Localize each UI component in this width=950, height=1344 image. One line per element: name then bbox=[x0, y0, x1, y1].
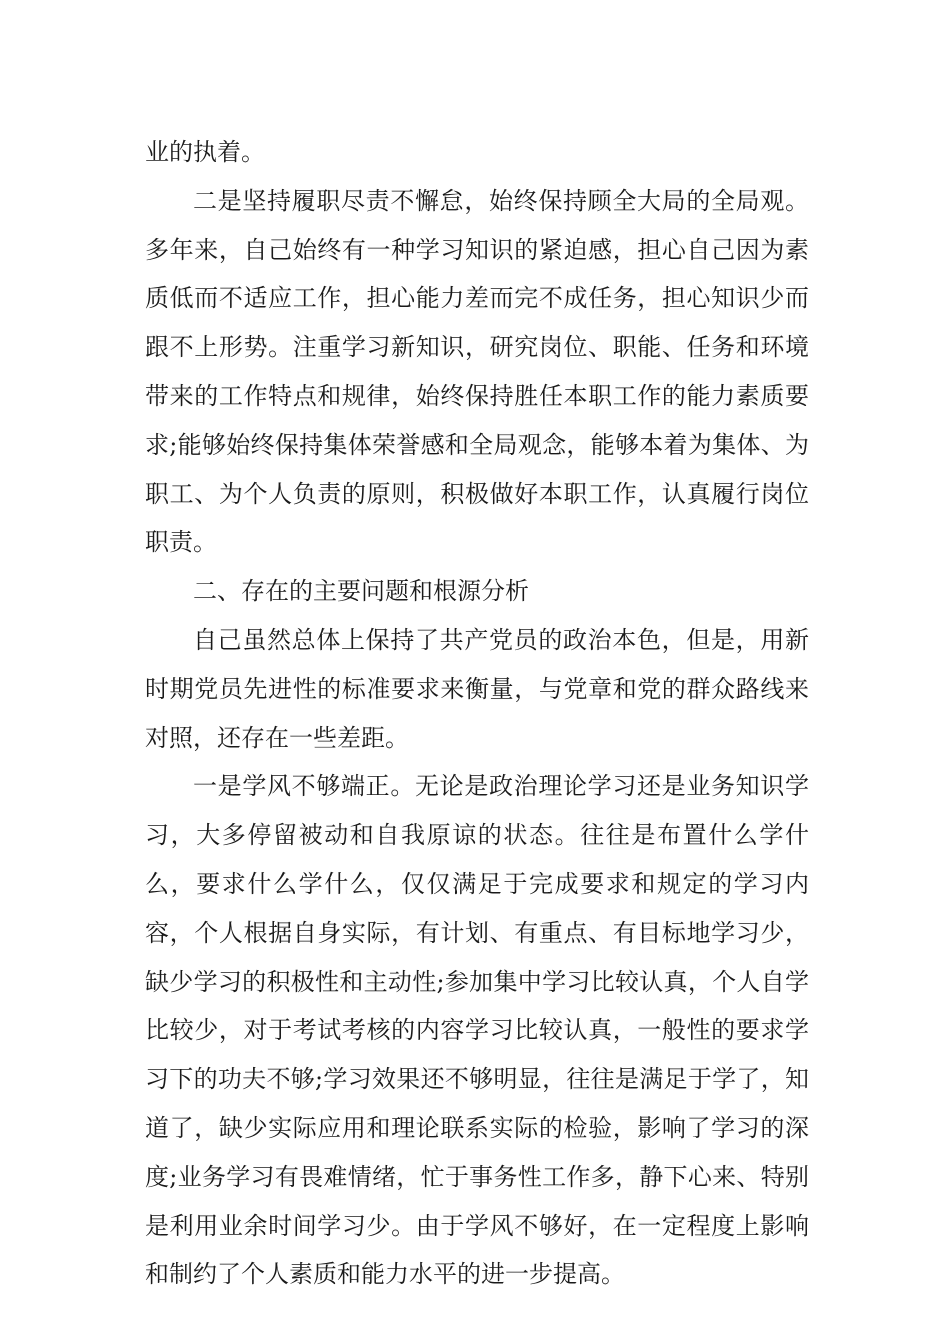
section-heading-problems: 二、存在的主要问题和根源分析 bbox=[193, 577, 529, 606]
paragraph-study-style: 一是学风不够端正。无论是政治理论学习还是业务知识学习，大多停留被动和自我原谅的状态。往往是布置什么学什么，要求什么学什么，仅仅满足于完成要求和规定的学习内容，个人根据自身实际，有计划、有重点、有目标地学习少，缺少学习的积极性和主动性;参加集中学习比较认真，个人自学比较少，对于考试考核的内容学习比较认真，一般性的要求学习下的功夫不够;学习效果还不够明显，往往是满足于学了，知道了，缺少实际应用和理论联系实际的检验，影响了学习的深度;业务学习有畏难情绪，忙于事务性工作多，静下心来、特别是利用业余时间学习少。由于学风不够好，在一定程度上影响和制约了个人素质和能力水平的进一步提高。 bbox=[145, 772, 809, 1289]
paragraph-continuation: 业的执着。 bbox=[145, 138, 265, 166]
paragraph-overview: 自己虽然总体上保持了共产党员的政治本色，但是，用新时期党员先进性的标准要求来衡量，与党章和党的群众路线来对照，还存在一些差距。 bbox=[145, 625, 809, 752]
document-body bbox=[145, 128, 809, 1299]
paragraph-point-two: 二是坚持履职尽责不懈怠，始终保持顾全大局的全局观。多年来，自己始终有一种学习知识的紧迫感，担心自己因为素质低而不适应工作，担心能力差而完不成任务，担心知识少而跟不上形势。注重学习新知识，研究岗位、职能、任务和环境带来的工作特点和规律，始终保持胜任本职工作的能力素质要求;能够始终保持集体荣誉感和全局观念，能够本着为集体、为职工、为个人负责的原则，积极做好本职工作，认真履行岗位职责。 bbox=[145, 186, 809, 557]
